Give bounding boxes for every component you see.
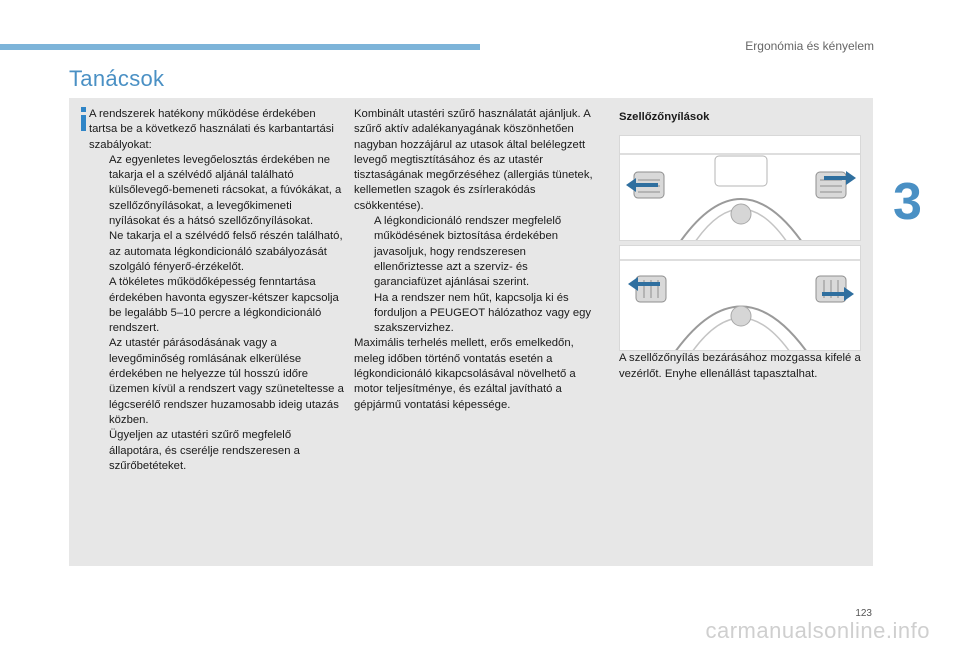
page-title: Tanácsok <box>69 66 165 91</box>
list-item: Az utastér párásodásának vagy a levegőminőség romlásának elkerülése érdekében ne helyezze túl hosszú időre üzemen kívül a rendszert vagy szüneteltesse a légcserélő rendszer huzamosabb ideig utazás közben. <box>109 337 344 426</box>
vents-caption: A szellőzőnyílás bezárásához mozgassa kifelé a vezérlőt. Enyhe ellenállást tapasztalhat. <box>619 352 861 380</box>
section-title: Ergonómia és kényelem <box>745 39 874 53</box>
column-2-intro: Kombinált utastéri szűrő használatát ajánljuk. A szűrő aktív adalékanyagának köszönhetően nagyban hozzájárul az utasok által belélegzett levegő megtisztításához és az utastér tisztaságának megőrzéséhez (allergiás tünetek, kellemetlen szagok és zsírlerakódás csökkentése). <box>354 108 593 212</box>
vents-heading: Szellőzőnyílások <box>619 111 710 123</box>
watermark: carmanualsonline.info <box>705 618 930 643</box>
chapter-number: 3 <box>893 173 922 231</box>
vent-illustration-bottom <box>619 245 861 351</box>
page-number: 123 <box>855 608 872 619</box>
vent-illustration-top <box>619 135 861 241</box>
column-3 <box>619 107 864 382</box>
advice-panel <box>69 98 873 566</box>
column-2 <box>354 107 594 413</box>
list-item: Ne takarja el a szélvédő felső részén található, az automata légkondicionáló szabályozását szolgáló fényerő-érzékelőt. <box>109 230 343 273</box>
info-icon <box>80 107 88 133</box>
list-item: A tökéletes működőképesség fenntartása érdekében havonta egyszer-kétszer kapcsolja be legalább 5–10 percre a légkondicionáló rendszert. <box>109 276 339 335</box>
list-item: Ügyeljen az utastéri szűrő megfelelő állapotára, és cserélje rendszeresen a szűrőbetéteket. <box>109 429 300 472</box>
list-item: Ha a rendszer nem hűt, kapcsolja ki és forduljon a PEUGEOT hálózathoz vagy egy szakszervizhez. <box>374 291 592 335</box>
column-1-list <box>89 153 344 474</box>
column-2-list <box>354 214 594 336</box>
column-2-outro: Maximális terhelés mellett, erős emelkedőn, meleg időben történő vontatás esetén a légkondicionáló kikapcsolásával növelhető a motor teljesítménye, és ezáltal javítható a gépjármű vontatási képessége. <box>354 337 576 411</box>
header-accent-bar <box>0 44 480 50</box>
list-item: Az egyenletes levegőelosztás érdekében ne takarja el a szélvédő aljánál található külsőlevegő-bemeneti rácsokat, a fúvókákat, a szellőzőnyílásokat, a levegőkimeneti nyílásokat és a hátsó szellőzőnyílásokat. <box>109 153 342 228</box>
column-1 <box>89 107 344 474</box>
column-1-intro: A rendszerek hatékony működése érdekében tartsa be a következő használati és karbantartási szabályokat: <box>89 108 334 151</box>
list-item: A légkondicionáló rendszer megfelelő működésének biztosítása érdekében javasoljuk, hogy rendszeresen ellenőriztesse azt a szerviz- és garanciafüzet ajánlásai szerint. <box>374 215 562 289</box>
